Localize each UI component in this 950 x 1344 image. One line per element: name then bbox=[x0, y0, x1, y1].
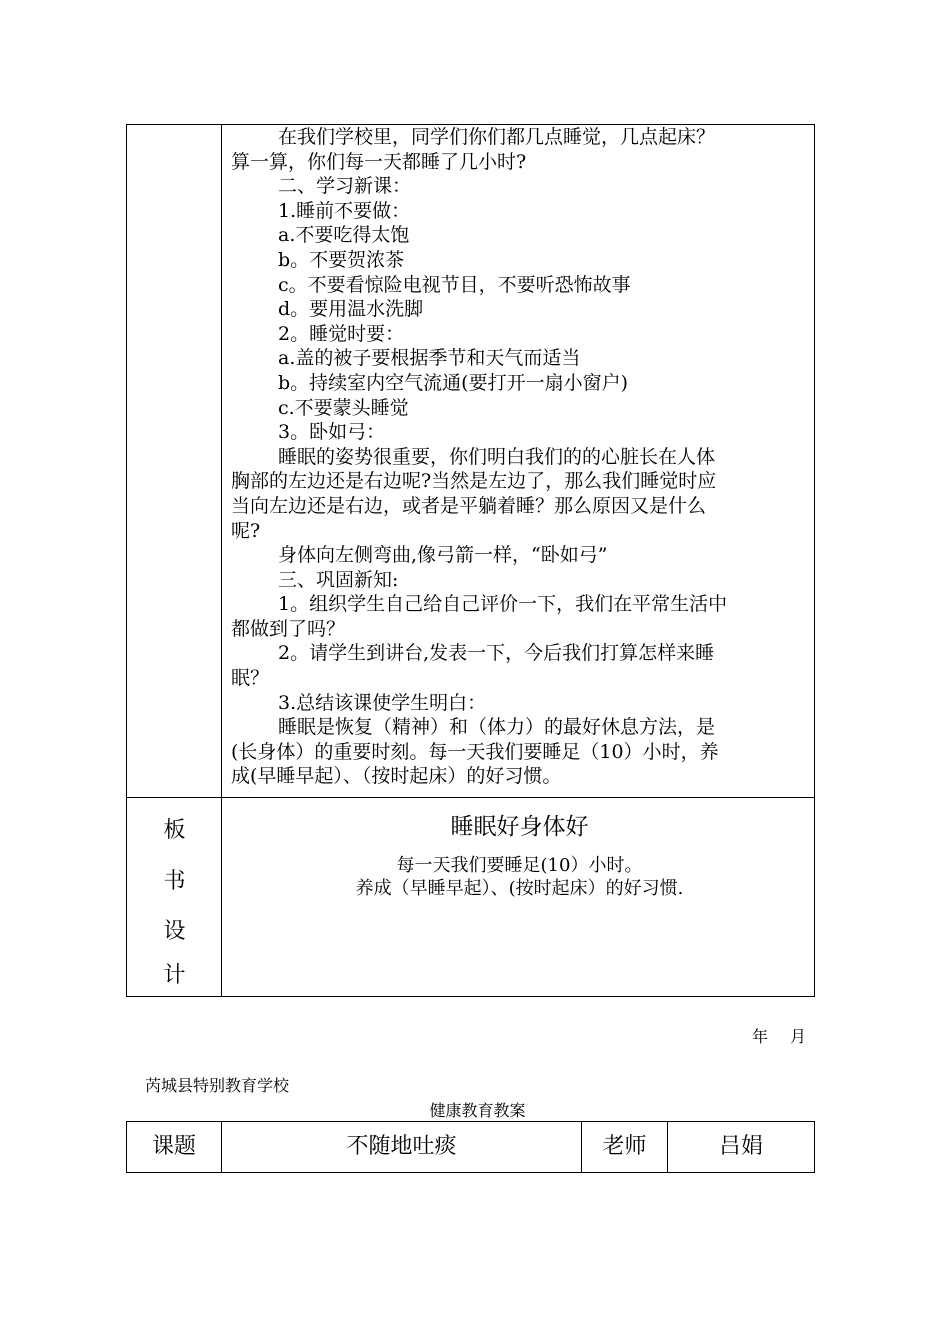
lesson-line: 1。组织学生自己给自己评价一下，我们在平常生活中 bbox=[278, 593, 728, 616]
school-name: 芮城县特别教育学校 bbox=[145, 1076, 290, 1095]
lesson-line: 三、巩固新知: bbox=[278, 568, 399, 591]
lesson-body bbox=[231, 125, 809, 789]
lesson-line: 2。睡觉时要： bbox=[278, 322, 405, 345]
lesson-line: c.不要蒙头睡觉 bbox=[278, 396, 409, 419]
board-design-label bbox=[127, 797, 222, 997]
lesson-line: 睡眠是恢复（精神）和（体力）的最好休息方法，是 bbox=[278, 716, 716, 739]
lesson-line: 在我们学校里，同学们你们都几点睡觉，几点起床？ bbox=[278, 126, 716, 148]
lesson-line: b。持续室内空气流通(要打开一扇小窗户) bbox=[278, 371, 628, 394]
lesson-line: 当向左边还是右边，或者是平躺着睡？那么原因又是什么 bbox=[231, 494, 707, 517]
board-label-char: 书 bbox=[163, 869, 186, 894]
board-label-char: 设 bbox=[163, 919, 186, 944]
lesson-line: b。不要贺浓茶 bbox=[278, 248, 405, 271]
lesson-line: 算一算，你们每一天都睡了几小时? bbox=[231, 150, 527, 173]
board-line: 每一天我们要睡足(10）小时。 bbox=[396, 855, 643, 876]
lesson-line: 睡眠的姿势很重要，你们明白我们的的心脏长在人体 bbox=[278, 445, 716, 468]
lesson-line: 呢? bbox=[231, 519, 261, 542]
board-title: 睡眠好身体好 bbox=[450, 814, 589, 840]
lesson-line: 3。卧如弓： bbox=[278, 421, 386, 444]
month-label: 月 bbox=[790, 1027, 807, 1046]
year-label: 年 bbox=[752, 1027, 769, 1046]
document-title: 健康教育教案 bbox=[429, 1101, 526, 1120]
lesson-table bbox=[126, 124, 815, 997]
lesson-line: 胸部的左边还是右边呢?当然是左边了，那么我们睡觉时应 bbox=[231, 470, 717, 493]
lesson-line: 成(早睡早起）、（按时起床）的好习惯。 bbox=[231, 765, 562, 788]
lesson-line: 2。请学生到讲台,发表一下，今后我们打算怎样来睡 bbox=[278, 642, 715, 665]
lesson-line: 都做到了吗？ bbox=[231, 617, 346, 640]
lesson-line: 身体向左侧弯曲,像弓箭一样，“卧如弓” bbox=[278, 544, 608, 567]
topic-label: 课题 bbox=[127, 1122, 222, 1172]
lesson-line: (长身体）的重要时刻。每一天我们要睡足（10）小时，养 bbox=[231, 740, 719, 763]
teacher-label: 老师 bbox=[582, 1122, 668, 1172]
lesson-line: 3.总结该课使学生明白： bbox=[278, 691, 487, 714]
teacher-value: 吕娟 bbox=[718, 1134, 763, 1159]
lesson-line: a.不要吃得太饱 bbox=[278, 224, 410, 247]
lesson-line: 眠？ bbox=[231, 667, 270, 690]
board-label-char: 板 bbox=[163, 818, 186, 843]
lesson-line: 二、学习新课： bbox=[278, 175, 412, 198]
lesson-line: d。要用温水洗脚 bbox=[278, 298, 424, 321]
board-line: 养成（早睡早起）、(按时起床）的好习惯. bbox=[355, 878, 684, 899]
lesson-header-table bbox=[126, 1121, 815, 1173]
date-line bbox=[752, 1027, 828, 1047]
lesson-line: 1.睡前不要做： bbox=[278, 199, 411, 222]
topic-value: 不随地吐痰 bbox=[222, 1122, 582, 1172]
lesson-line: a.盖的被子要根据季节和天气而适当 bbox=[278, 347, 581, 370]
board-label-char: 计 bbox=[163, 963, 186, 988]
lesson-line: c。不要看惊险电视节目，不要听恐怖故事 bbox=[278, 273, 631, 296]
board-design-content bbox=[223, 797, 816, 997]
